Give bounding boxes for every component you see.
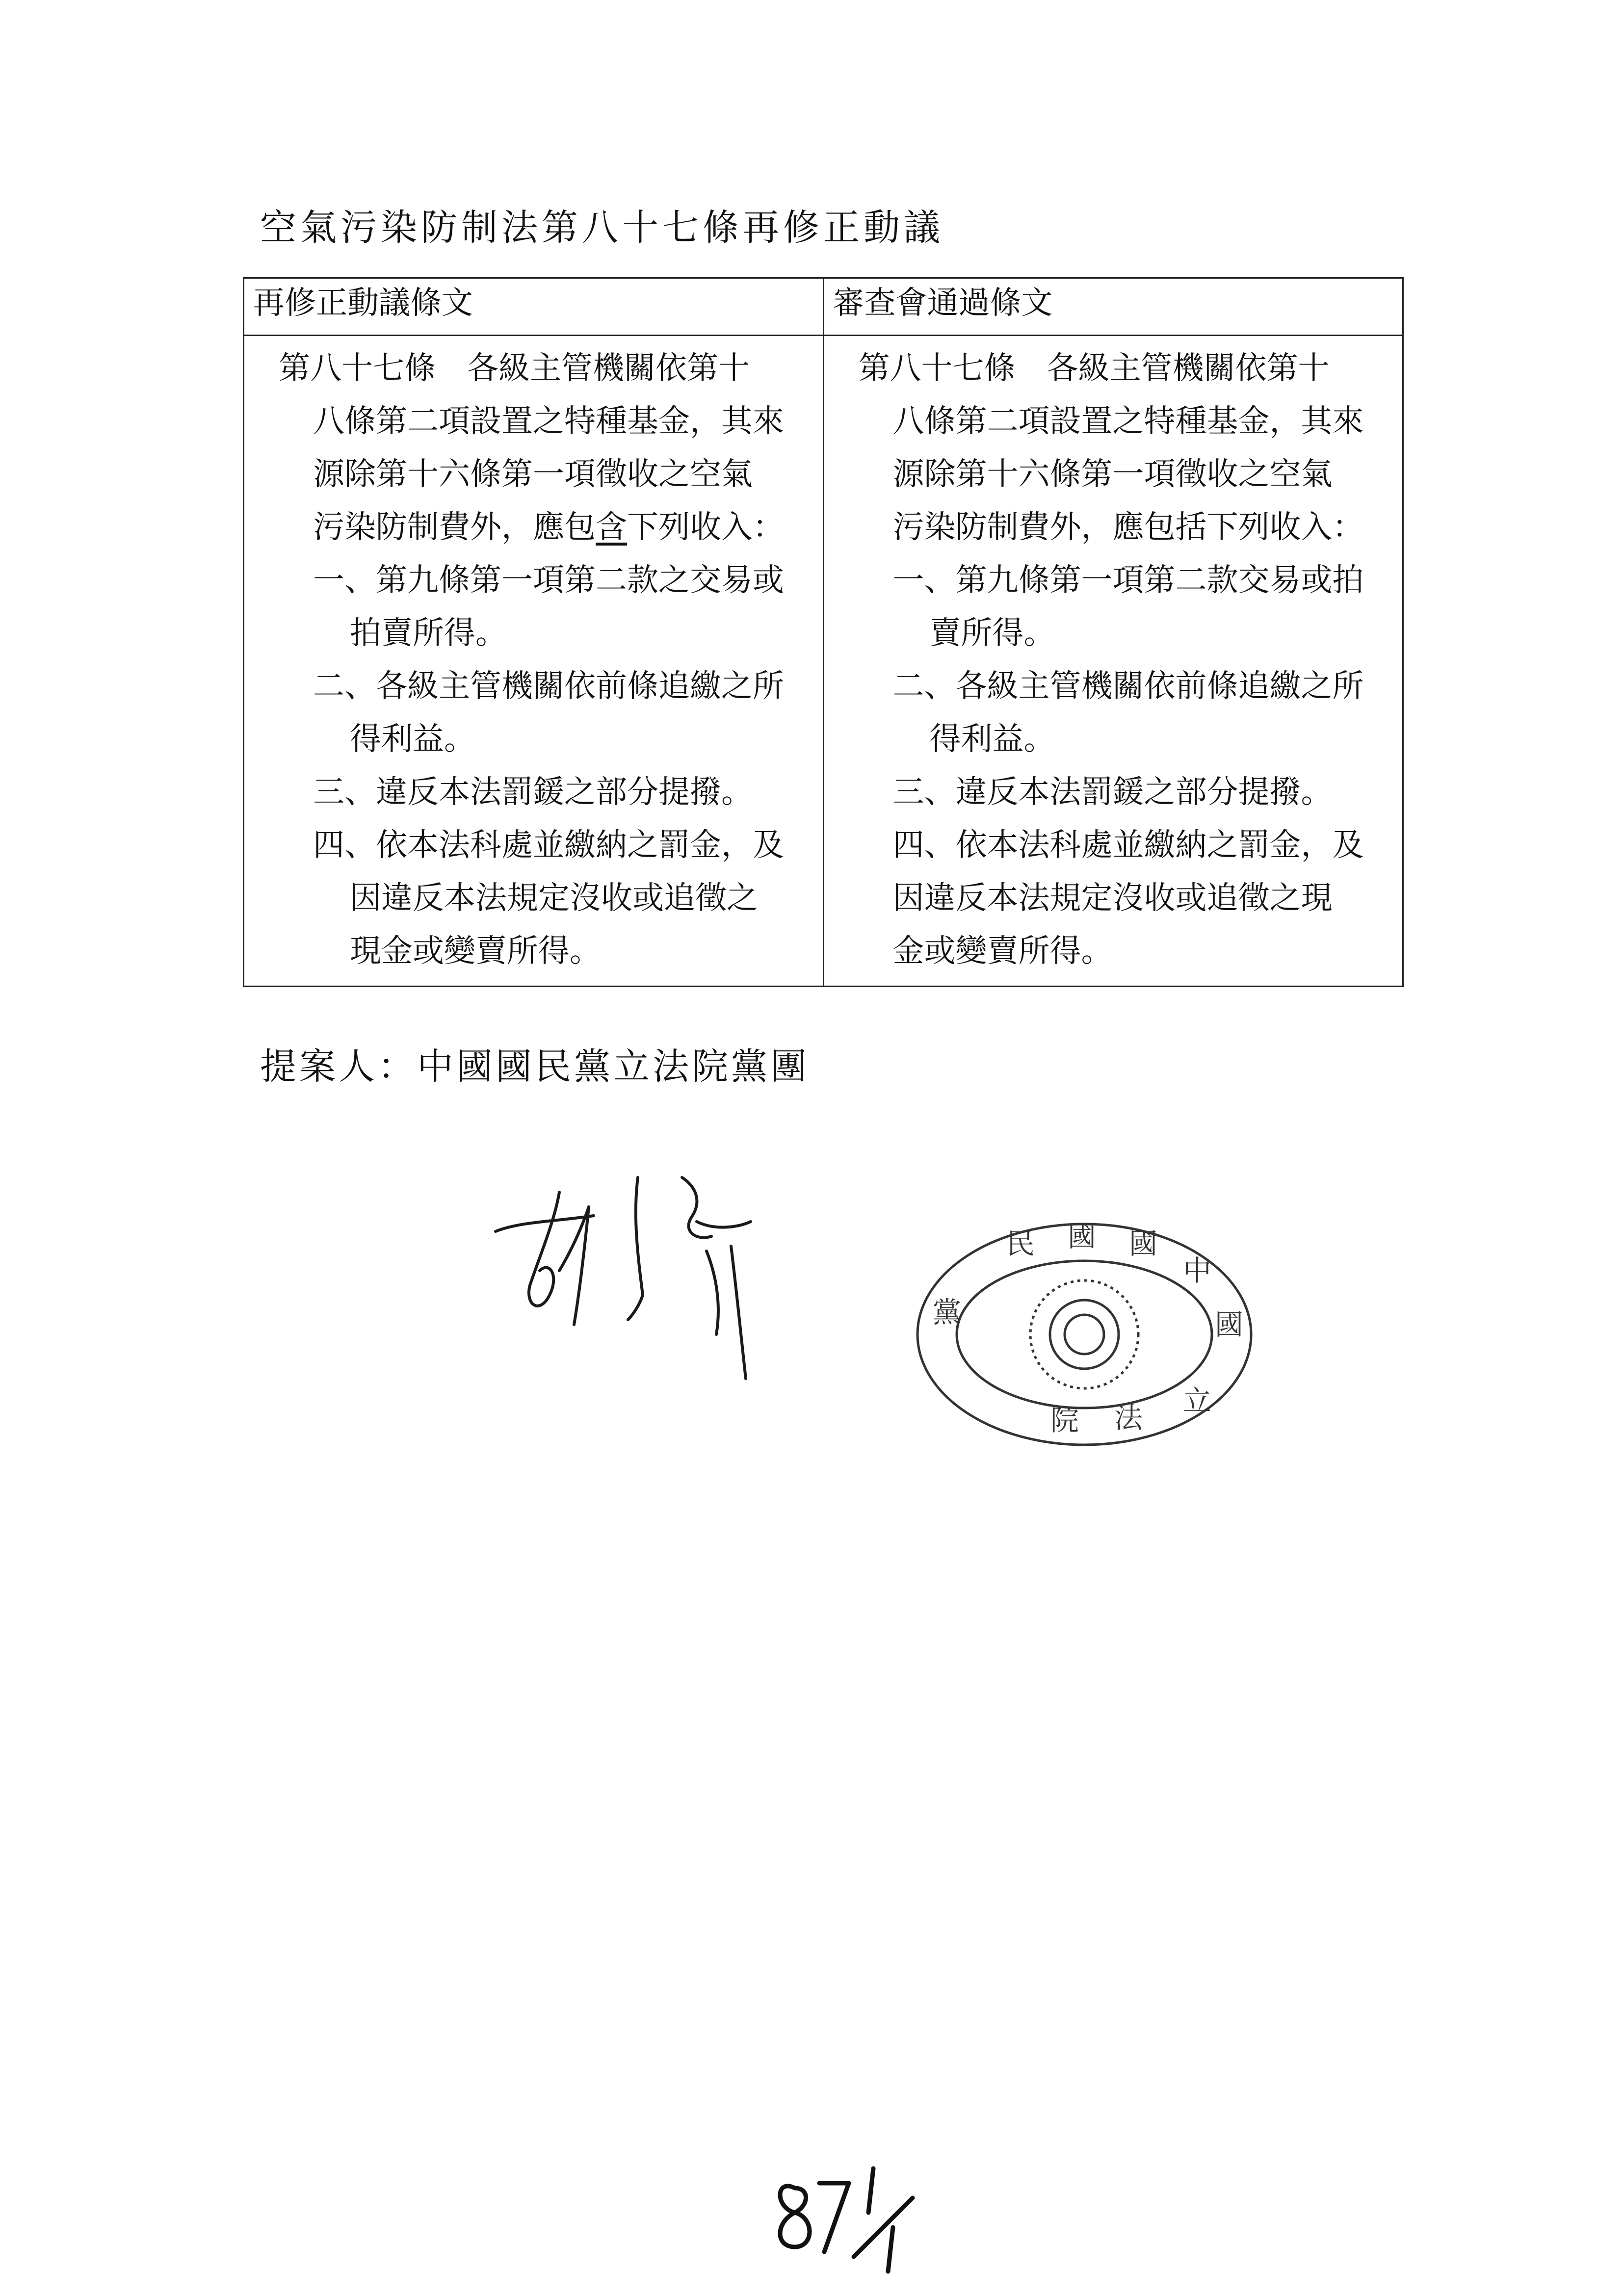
underlined-change: 含 (596, 509, 627, 546)
list-item-continuation: 現金或變賣所得。 (350, 933, 601, 969)
list-item-continuation: 因違反本法規定沒收或追徵之 (350, 880, 758, 916)
document-title: 空氣污染防制法第八十七條再修正動議 (260, 207, 944, 249)
revised-motion-cell (244, 336, 824, 987)
comparison-table (243, 277, 1404, 987)
article-line (254, 501, 813, 554)
list-item: 二、各級主管機關依前條追繳之所 (313, 668, 784, 704)
header-revised-motion: 再修正動議條文 (244, 278, 824, 336)
svg-text:國: 國 (1214, 1308, 1244, 1341)
svg-text:立: 立 (1182, 1384, 1212, 1417)
article-line: 八條第二項設置之特種基金，其來 (313, 403, 784, 440)
list-item: 三、違反本法罰鍰之部分提撥。 (313, 774, 753, 810)
list-item-continuation: 拍賣所得。 (350, 615, 507, 652)
proposer-line: 提案人：中國國民黨立法院黨團 (260, 1045, 810, 1088)
svg-text:中: 中 (1182, 1254, 1212, 1287)
article-line: 八條第二項設置之特種基金，其來 (892, 403, 1364, 440)
list-item: 三、違反本法罰鍰之部分提撥。 (892, 774, 1333, 810)
article-line: 源除第十六條第一項徵收之空氣 (313, 456, 753, 493)
svg-text:法: 法 (1114, 1401, 1143, 1435)
svg-text:國: 國 (1128, 1227, 1158, 1260)
list-item: 二、各級主管機關依前條追繳之所 (892, 668, 1364, 704)
article-line: 第八十七條 各級主管機關依第十 (858, 350, 1330, 387)
list-item: 一、第九條第一項第二款之交易或 (313, 562, 784, 599)
committee-text-cell (823, 336, 1403, 987)
list-item: 四、依本法科處並繳納之罰金，及 (313, 827, 784, 863)
handwritten-signature (486, 1148, 829, 1403)
article-line: 第八十七條 各級主管機關依第十 (279, 350, 750, 387)
list-item-continuation: 金或變賣所得。 (892, 933, 1113, 969)
list-item-continuation: 賣所得。 (929, 615, 1055, 652)
article-line: 源除第十六條第一項徵收之空氣 (892, 456, 1333, 493)
list-item-continuation: 得利益。 (929, 721, 1055, 757)
article-text: 污染防制費外，應包 (313, 509, 596, 546)
article-line: 污染防制費外，應包括下列收入： (892, 509, 1364, 546)
svg-text:國: 國 (1067, 1220, 1097, 1253)
list-item: 四、依本法科處並繳納之罰金，及 (892, 827, 1364, 863)
header-committee-text: 審查會通過條文 (823, 278, 1403, 336)
handwritten-page-number (765, 2159, 922, 2278)
table-body-row (244, 336, 1403, 987)
article-text: 下列收入： (627, 509, 784, 546)
list-item: 一、第九條第一項第二款交易或拍 (892, 562, 1364, 599)
list-item-continuation: 因違反本法規定沒收或追徵之現 (892, 880, 1333, 916)
svg-text:民: 民 (1006, 1227, 1035, 1260)
list-item-continuation: 得利益。 (350, 721, 475, 757)
svg-text:院: 院 (1050, 1404, 1079, 1437)
table-header-row (244, 278, 1403, 336)
svg-text:黨: 黨 (932, 1296, 962, 1329)
official-seal (908, 1212, 1261, 1457)
